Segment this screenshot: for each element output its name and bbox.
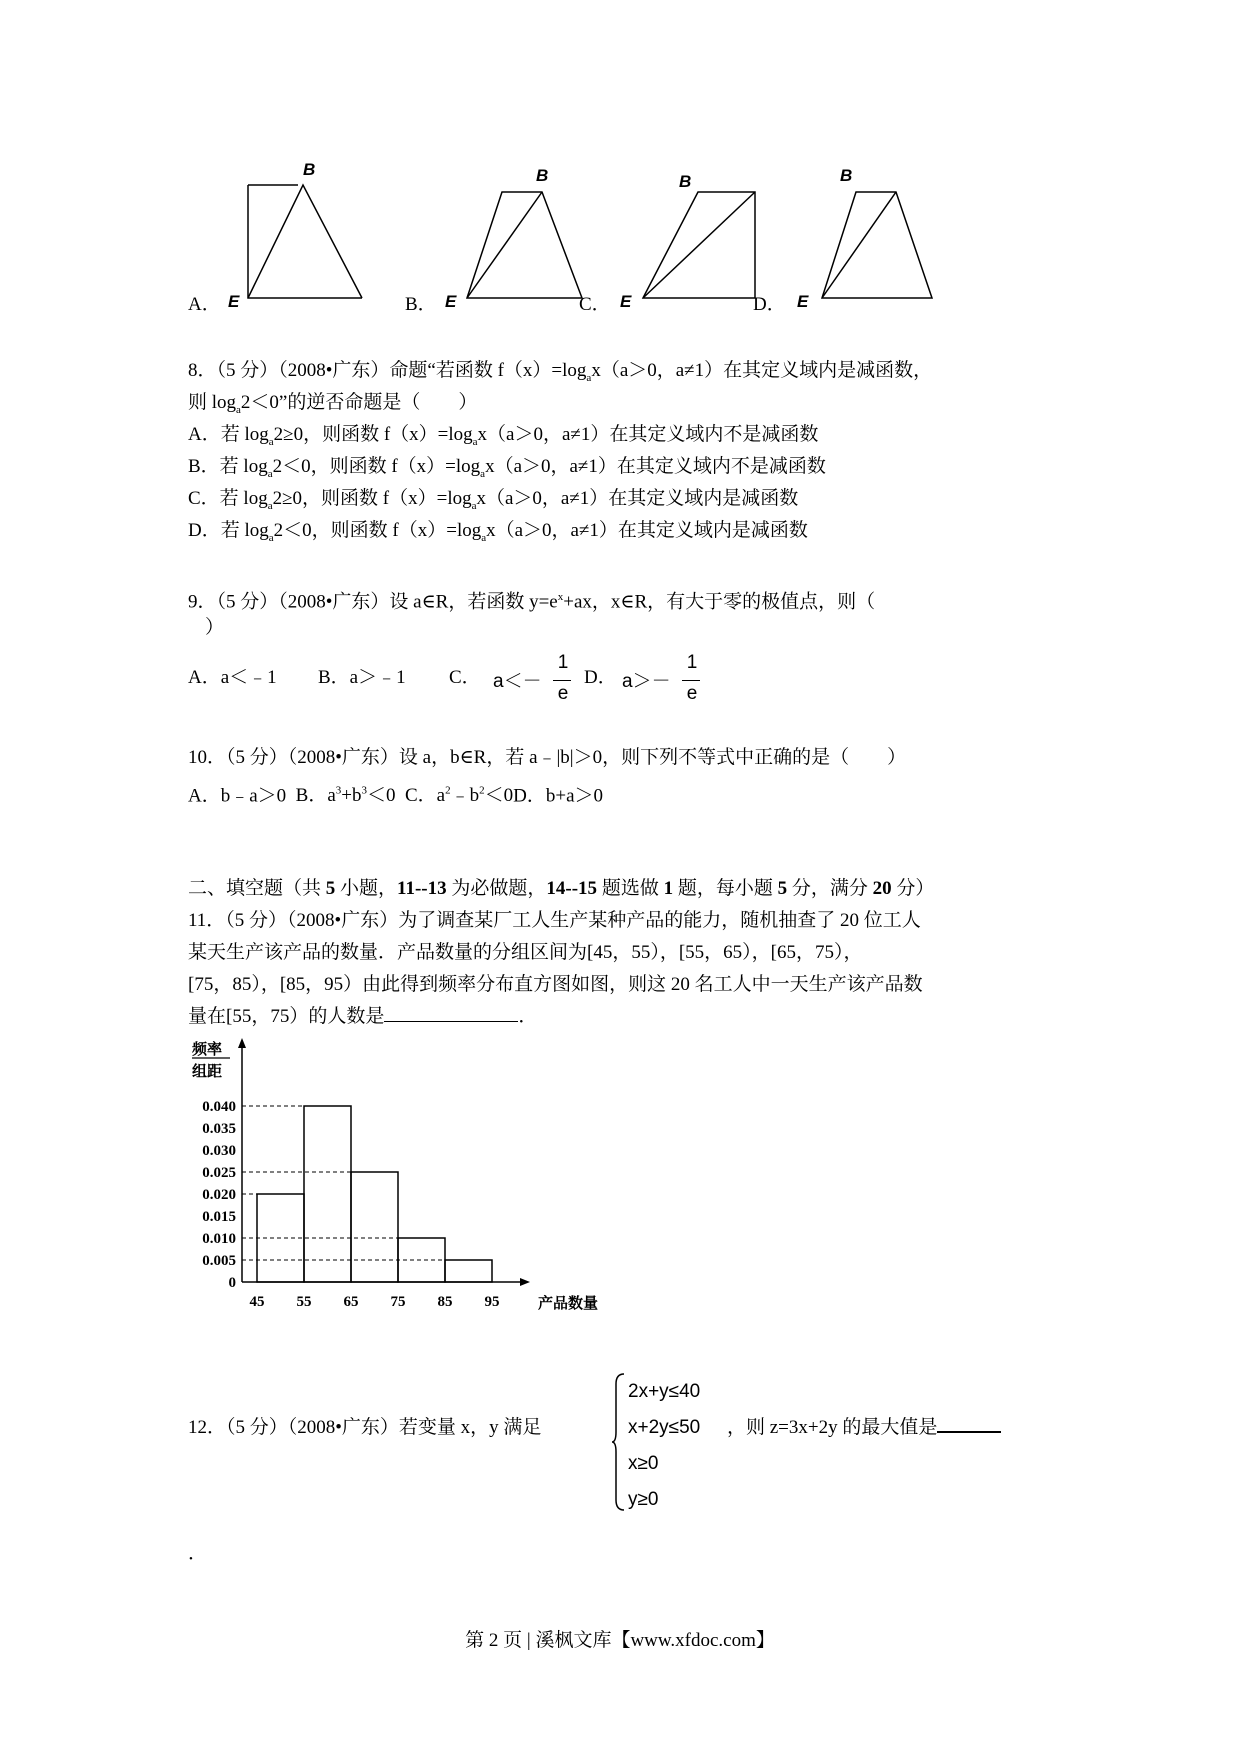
q9-option-c-num: 1 [557,652,569,673]
q7-c-letter-b: B [679,172,692,191]
q10-options [188,777,603,810]
q9-option-c-lhs: a＜－ [493,671,542,692]
histogram-chart [180,1036,640,1316]
q9-stem-line1: 9．（5 分）（2008•广东）设 a∈R，若函数 $y=e^x+ax$，x∈R，有大于零的极值点，则（ [188,591,876,613]
x-axis-arrow [520,1278,530,1286]
histogram-bars [257,1106,492,1282]
q9-option-d-label: D． [584,667,617,688]
y-axis-title-bottom: 组距 [192,1064,223,1080]
q9-option-d-fraction-bar [682,680,700,681]
q7-a-letter-e: E [228,292,240,311]
q7-b-letter-b: B [536,166,549,185]
x-tick-label: 85 [437,1294,453,1310]
histogram-bar [304,1106,351,1282]
figure-d [822,192,932,298]
page-footer: 第 2 页 | 溪枫文库【www.xfdoc.com】 [465,1630,775,1651]
q10-stem: 10．（5 分）（2008•广东）设 a，b∈R，若 a﹣|b|＞0，则下列不等式中正确的是（ ） [188,747,907,768]
q12-constraint-3: x≥0 [628,1453,659,1474]
q12-stem-continued: ，则 z=3x+2y 的最大值是 [727,1414,1001,1442]
q9-option-b: B．a＞﹣1 [318,667,406,688]
q9-option-a: A．a＜﹣1 [188,667,277,688]
y-tick-label: 0.005 [202,1253,236,1269]
q11-line3: [75，85），[85，95）由此得到频率分布直方图如图，则这 20 名工人中一天生产该产品数 [188,974,923,995]
q8-stem-line2: 则 $\log_a2<0$”的逆否命题是（ ） [188,392,478,416]
y-tick-label: 0.015 [202,1209,236,1225]
q9-option-d-lhs: a＞－ [622,671,671,692]
q9-option-c-label: C． [449,667,481,688]
q11-line2: 某天生产该产品的数量．产品数量的分组区间为[45，55），[55，65），[65，75）， [188,942,863,963]
y-tick-label: 0.035 [202,1121,236,1137]
q10-option-b: B．$a^3+b^3<0$ [295,785,396,807]
x-tick-label: 55 [296,1294,312,1310]
q10-option-c: C．$a^2﹣b^2<0$ [405,785,514,807]
histogram-axes [238,1038,530,1286]
q12-stem: 12．（5 分）（2008•广东）若变量 x，y 满足 [188,1417,542,1438]
q12-brace [612,1372,626,1512]
x-tick-label: 65 [343,1294,359,1310]
q11-answer-blank[interactable] [384,1021,518,1022]
q12-constraint-1: 2x+y≤40 [628,1381,701,1402]
q7-option-a-label: A． [188,294,221,315]
q9-option-d-den: e [686,683,698,704]
q7-c-letter-e: E [620,292,632,311]
q8-option-c: C．若 $\log_a2\ge 0$，则函数 $f(x)=\log_ax(a>0$，a≠1）在其定义域内是减函数 [188,488,799,512]
q7-a-letter-b: B [303,160,316,179]
y-tick-label: 0 [228,1275,236,1291]
histogram-bar [351,1172,398,1282]
q12-answer-blank[interactable] [937,1431,1001,1433]
y-tick-label: 0.040 [202,1099,236,1115]
section-2-heading: 二、填空题（共 5 小题，11--13 为必做题，14--15 题选做 1 题，每小题 5 分，满分 20 分） [188,878,935,899]
histogram-guides [242,1106,492,1260]
y-tick-label: 0.010 [202,1231,236,1247]
q9-option-c-fraction-bar [553,680,571,681]
figure-a [248,185,362,298]
q12-end-mark: ． [188,1543,208,1564]
q12-constraint-2: x+2y≤50 [628,1417,701,1438]
q7-b-letter-e: E [445,292,457,311]
figure-b [467,192,582,298]
q7-d-letter-e: E [797,292,809,311]
q7-option-c-label: C． [579,294,611,315]
y-axis-arrow [238,1038,246,1048]
q8-option-a: A．若 $\log_a2\ge 0$，则函数 $f(x)=\log_ax(a>0$，a≠1）在其定义域内不是减函数 [188,424,819,448]
y-axis-title-top: 频率 [192,1042,223,1058]
q7-option-d-label: D． [753,294,786,315]
histogram-bar [445,1260,492,1282]
q10-option-d: D．b+a＞0 [513,785,604,807]
figure-c [643,192,755,298]
histogram-labels [192,1040,598,1312]
y-tick-label: 0.030 [202,1143,236,1159]
q10-option-a: A．b﹣a＞0 [188,785,287,807]
x-tick-label: 75 [390,1294,406,1310]
q7-d-letter-b: B [840,166,853,185]
q12-constraint-4: y≥0 [628,1489,659,1510]
q11-line4: 量在[55，75）的人数是 ． [188,1006,538,1027]
x-tick-label: 45 [249,1294,265,1310]
q8-option-b: B．若 $\log_a2<0$，则函数 $f(x)=\log_ax(a>0$，a≠1）在其定义域内不是减函数 [188,456,826,480]
y-tick-label: 0.025 [202,1165,236,1181]
x-axis-title: 产品数量 [538,1296,599,1312]
y-tick-label: 0.020 [202,1187,236,1203]
q8-option-d: D．若 $\log_a2<0$，则函数 $f(x)=\log_ax(a>0$，a≠1）在其定义域内是减函数 [188,520,808,544]
q11-line1: 11．（5 分）（2008•广东）为了调查某厂工人生产某种产品的能力，随机抽查了 20 位工人 [188,910,921,931]
q9-stem-line2: ） [205,617,225,638]
q9-option-c-den: e [557,683,569,704]
q9-option-d-num: 1 [686,652,698,673]
q8-stem-line1: 8．（5 分）（2008•广东）命题“若函数 $f(x)=\log_ax(a>0$，a≠1）在其定义域内是减函数， [188,360,933,384]
x-tick-label: 95 [484,1294,500,1310]
q7-option-b-label: B． [405,294,437,315]
